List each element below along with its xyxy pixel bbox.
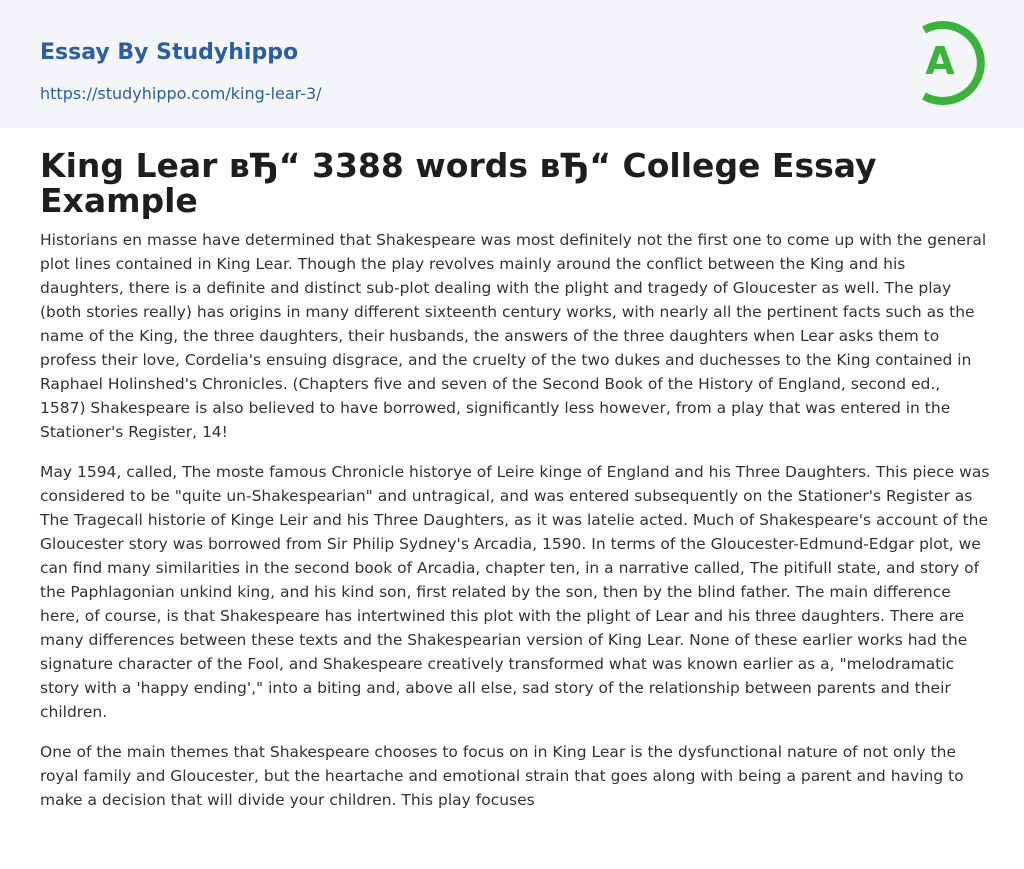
essay-paragraph-2: May 1594, called, The moste famous Chronicle historye of Leire kinge of England and his Three Daughters. This piece was considered to be "quite un-Shakespearian" and untragical, and was entered subsequently on the Stationer's Register as The Tragecall historie of Kinge Leir and his Three Daughters, as it was latelie acted. Much of Shakespeare's account of the Gloucester story was borrowed from Sir Philip Sydney's Arcadia, 1590. In terms of the Gloucester-Edmund-Edgar plot, we can find many similarities in the second book of Arcadia, chapter ten, in a narrative called, The pitifull state, and story of the Paphlagonian unkind king, and his kind son, first related by the son, then by the blind father. The main difference here, of course, is that Shakespeare has intertwined this plot with the plight of Lear and his three daughters. There are many differences between these texts and the Shakespearian version of King Lear. None of these earlier works had the signature character of the Fool, and Shakespeare creatively transformed what was known earlier as a, "melodramatic story with a 'happy ending'," into a biting and, above all else, sad story of the relationship between parents and their children. <box>40 463 990 721</box>
site-header <box>0 0 1024 128</box>
essay-url-link[interactable]: https://studyhippo.com/king-lear-3/ <box>40 84 322 103</box>
logo-letter: A <box>925 39 955 83</box>
essay-paragraph-3: One of the main themes that Shakespeare chooses to focus on in King Lear is the dysfunctional nature of not only the royal family and Gloucester, but the heartache and emotional strain that goes along with being a parent and having to make a decision that will divide your children. This play focuses <box>40 743 964 809</box>
page-title: King Lear вЂ“ 3388 words вЂ“ College Essay Example <box>40 146 877 220</box>
studyhippo-logo-icon[interactable] <box>914 20 986 106</box>
essay-body <box>40 228 990 828</box>
site-brand[interactable]: Essay By Studyhippo <box>40 40 299 65</box>
essay-paragraph-1: Historians en masse have determined that Shakespeare was most definitely not the first one to come up with the general plot lines contained in King Lear. Though the play revolves mainly around the conflict between the King and his daughters, there is a definite and distinct sub-plot dealing with the plight and tragedy of Gloucester as well. The play (both stories really) has origins in many different sixteenth century works, with nearly all the pertinent facts such as the name of the King, the three daughters, their husbands, the answers of the three daughters when Lear asks them to profess their love, Cordelia's ensuing disgrace, and the cruelty of the two dukes and duchesses to the King contained in Raphael Holinshed's Chronicles. (Chapters five and seven of the Second Book of the History of England, second ed., 1587) Shakespeare is also believed to have borrowed, significantly less however, from a play that was entered in the Stationer's Register, 14! <box>40 231 987 441</box>
